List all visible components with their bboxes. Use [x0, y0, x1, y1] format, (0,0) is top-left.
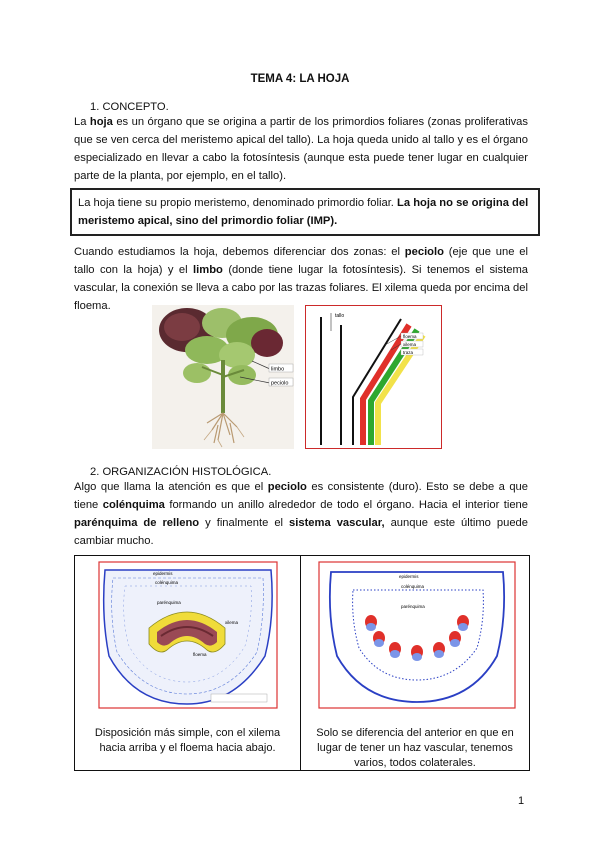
right-label-epidermis: epidermis: [399, 574, 419, 579]
diagram-label-traza: traza: [403, 350, 414, 355]
paragraph-organizacion: Algo que llama la atención es que el peciolo es consistente (duro). Esto se debe a que tiene colénquima formando un anillo alrededor de todo el órgano. Hacia el interior tiene parénquima de relleno y finalmente el sistema vascular, aunque este último puede cambiar mucho.: [74, 481, 529, 547]
paragraph-concepto: La hoja es un órgano que se origina a partir de los primordios foliares (zonas proliferativas que se ven cerca del meristemo apical del tallo). La hoja queda unido al tallo y es el órgano especializado en llevar a cabo la fotosíntesis (aunque esta puede tener lugar en cualquier parte de la planta, por ejemplo, en el tallo).: [74, 116, 528, 182]
section-heading-concepto: 1. CONCEPTO.: [90, 101, 169, 113]
plant-label-limbo: limbo: [271, 366, 285, 373]
right-label-colenquima: colénquima: [401, 584, 425, 589]
left-label-floema: floema: [193, 652, 207, 657]
left-label-colenquima: colénquima: [155, 580, 179, 585]
plant-photo: [152, 305, 294, 449]
page-number: 1: [518, 795, 525, 807]
petiole-multiple-diagram: [301, 556, 529, 716]
right-label-parenquima: parénquima: [401, 604, 425, 609]
section-heading-organizacion: 2. ORGANIZACIÓN HISTOLÓGICA.: [90, 466, 272, 478]
leaf-trace-diagram: [305, 305, 442, 449]
caption-multiple: Solo se diferencia del anterior en que en lugar de tener un haz vascular, tenemos varios, todos colaterales.: [316, 727, 514, 769]
highlight-box: La hoja tiene su propio meristemo, denominado primordio foliar. La hoja no se origina del meristemo apical, sino del primordio foliar (IMP).: [70, 188, 540, 236]
left-label-parenquima: parénquima: [157, 600, 181, 605]
plant-label-peciolo: peciolo: [271, 380, 289, 387]
page-title: TEMA 4: LA HOJA: [250, 73, 350, 85]
table-cell-multiple: [301, 556, 529, 770]
petiole-simple-diagram: [75, 556, 300, 716]
diagram-label-floema: floema: [403, 334, 417, 339]
diagram-label-tallo: tallo: [335, 313, 345, 319]
caption-simple: Disposición más simple, con el xilema hacia arriba y el floema hacia abajo.: [94, 727, 281, 754]
histology-comparison-table: [74, 555, 530, 771]
table-cell-simple: [75, 556, 301, 770]
left-label-epidermis: epidermis: [153, 571, 173, 576]
left-label-xilema: xilema: [225, 620, 239, 625]
diagram-label-xilema: xilema: [403, 342, 417, 347]
paragraph-peciolo-limbo: Cuando estudiamos la hoja, debemos diferenciar dos zonas: el peciolo (eje que une el tallo con la hoja) y el limbo (donde tiene lugar la fotosíntesis). Si tenemos el sistema vascular, la conexión se lleva a cabo por las trazas foliares. El xilema queda por encima del floema.: [74, 246, 528, 312]
